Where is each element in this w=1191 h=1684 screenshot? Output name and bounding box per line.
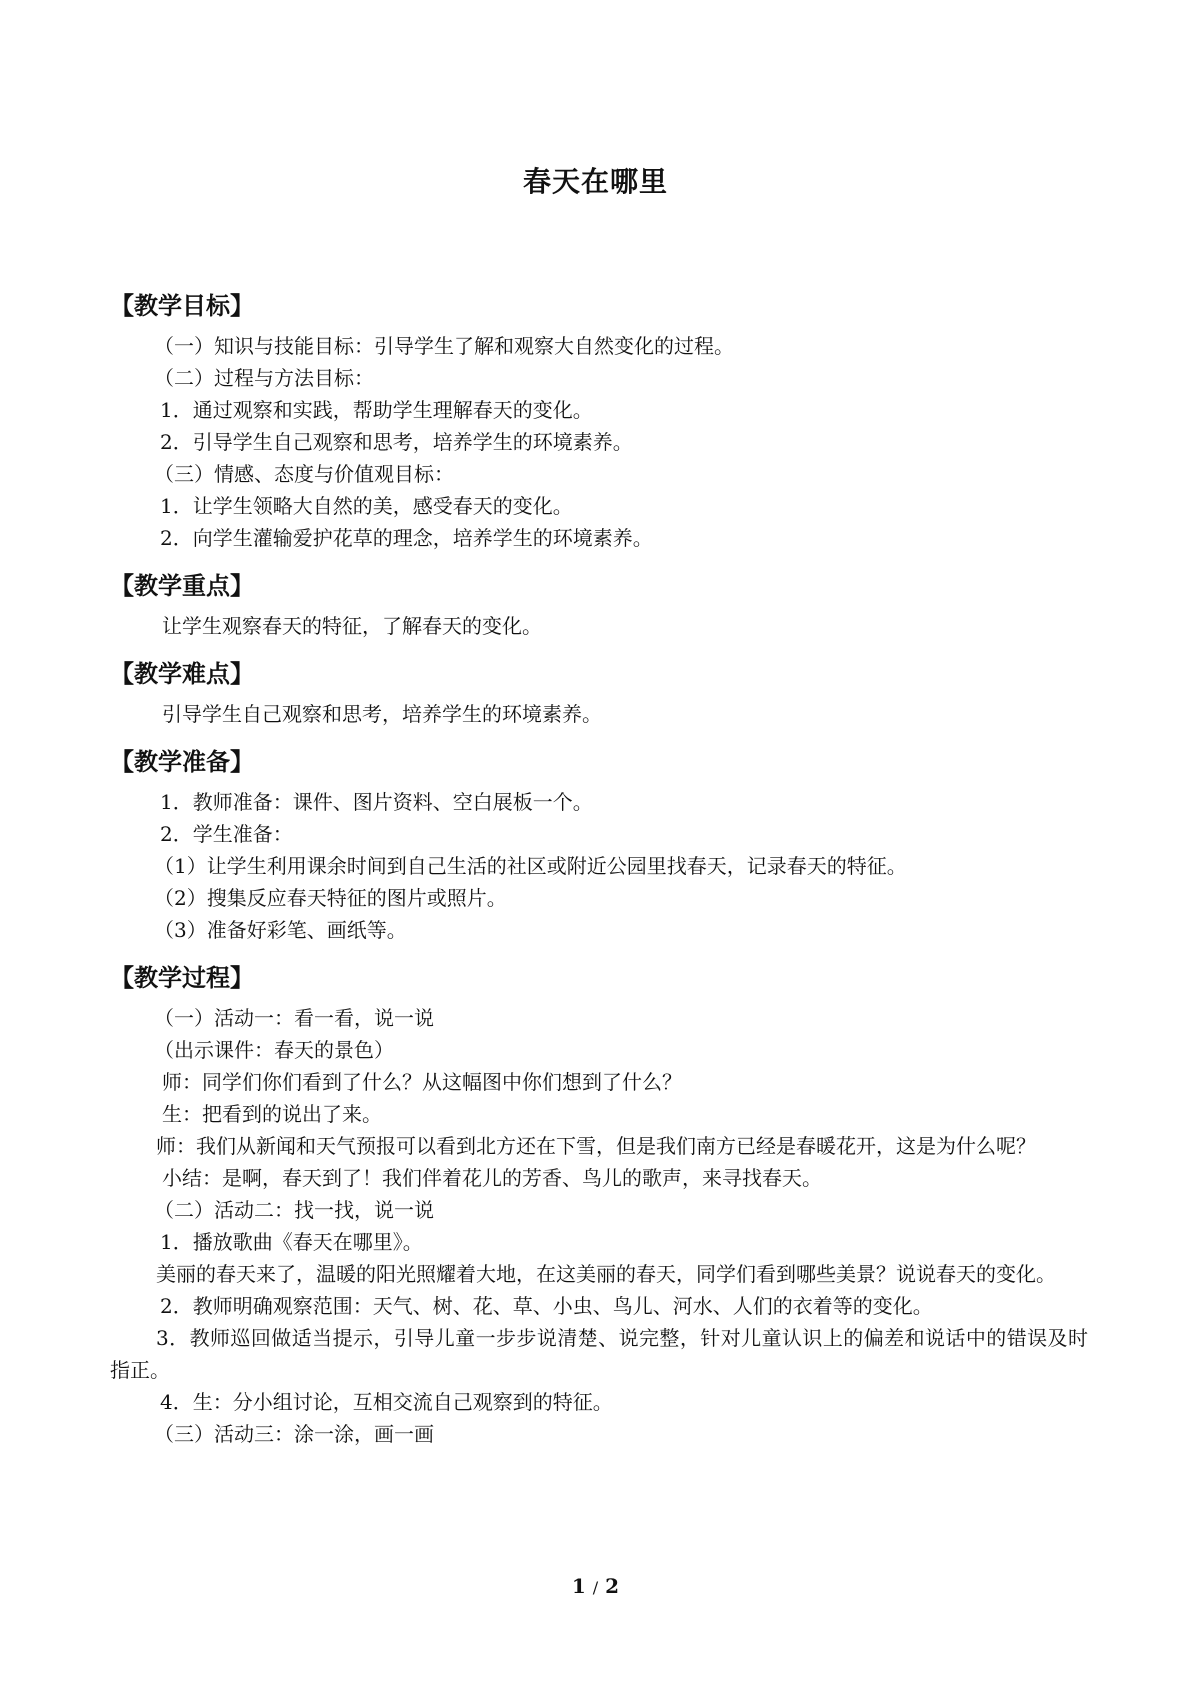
preparation-line: 2．学生准备： <box>160 822 293 846</box>
page-number <box>0 1574 1191 1598</box>
preparation-heading: 【教学准备】 <box>110 747 254 776</box>
document-title: 春天在哪里 <box>522 165 668 198</box>
process-line: （二）活动二：找一找，说一说 <box>154 1198 434 1222</box>
current-page-number: 1 <box>571 1574 586 1598</box>
process-paragraph: 3．教师巡回做适当提示，引导儿童一步步说清楚、说完整，针对儿童认识上的偏差和说话中的错误及时指正。 <box>110 1326 1088 1382</box>
difficulties-text: 引导学生自己观察和思考，培养学生的环境素养。 <box>162 702 602 726</box>
objective-line: 2．引导学生自己观察和思考，培养学生的环境素养。 <box>160 430 633 454</box>
objective-line: 1．通过观察和实践，帮助学生理解春天的变化。 <box>160 398 593 422</box>
process-line: （出示课件：春天的景色） <box>154 1038 394 1062</box>
process-line: 2．教师明确观察范围：天气、树、花、草、小虫、鸟儿、河水、人们的衣着等的变化。 <box>160 1294 933 1318</box>
process-line: 生：把看到的说出了来。 <box>162 1102 382 1126</box>
objective-line: 1．让学生领略大自然的美，感受春天的变化。 <box>160 494 573 518</box>
key-points-heading: 【教学重点】 <box>110 571 254 600</box>
process-line: 1．播放歌曲《春天在哪里》。 <box>160 1230 423 1254</box>
objectives-heading: 【教学目标】 <box>110 291 254 320</box>
objective-line: （二）过程与方法目标： <box>154 366 374 390</box>
key-points-text: 让学生观察春天的特征，了解春天的变化。 <box>162 614 542 638</box>
process-line: （三）活动三：涂一涂，画一画 <box>154 1422 434 1446</box>
process-line: 师：同学们你们看到了什么？从这幅图中你们想到了什么？ <box>162 1070 682 1094</box>
process-paragraph: 师：我们从新闻和天气预报可以看到北方还在下雪，但是我们南方已经是春暖花开，这是为什么呢？ <box>156 1134 1036 1158</box>
page-separator: / <box>592 1578 599 1597</box>
process-line: （一）活动一：看一看，说一说 <box>154 1006 434 1030</box>
total-page-number: 2 <box>605 1574 620 1598</box>
preparation-line: （2）搜集反应春天特征的图片或照片。 <box>154 886 507 910</box>
objective-line: 2．向学生灌输爱护花草的理念，培养学生的环境素养。 <box>160 526 653 550</box>
process-paragraph: 美丽的春天来了，温暖的阳光照耀着大地，在这美丽的春天，同学们看到哪些美景？说说春天的变化。 <box>156 1262 1056 1286</box>
difficulties-heading: 【教学难点】 <box>110 659 254 688</box>
objective-line: （三）情感、态度与价值观目标： <box>154 462 454 486</box>
objective-line: （一）知识与技能目标：引导学生了解和观察大自然变化的过程。 <box>154 334 734 358</box>
process-heading: 【教学过程】 <box>110 963 254 992</box>
preparation-line: （3）准备好彩笔、画纸等。 <box>154 918 407 942</box>
preparation-line: （1）让学生利用课余时间到自己生活的社区或附近公园里找春天，记录春天的特征。 <box>154 854 907 878</box>
preparation-line: 1．教师准备：课件、图片资料、空白展板一个。 <box>160 790 593 814</box>
process-line: 小结：是啊，春天到了！我们伴着花儿的芳香、鸟儿的歌声，来寻找春天。 <box>162 1166 822 1190</box>
document-body <box>110 288 1088 1450</box>
process-line: 4．生：分小组讨论，互相交流自己观察到的特征。 <box>160 1390 613 1414</box>
